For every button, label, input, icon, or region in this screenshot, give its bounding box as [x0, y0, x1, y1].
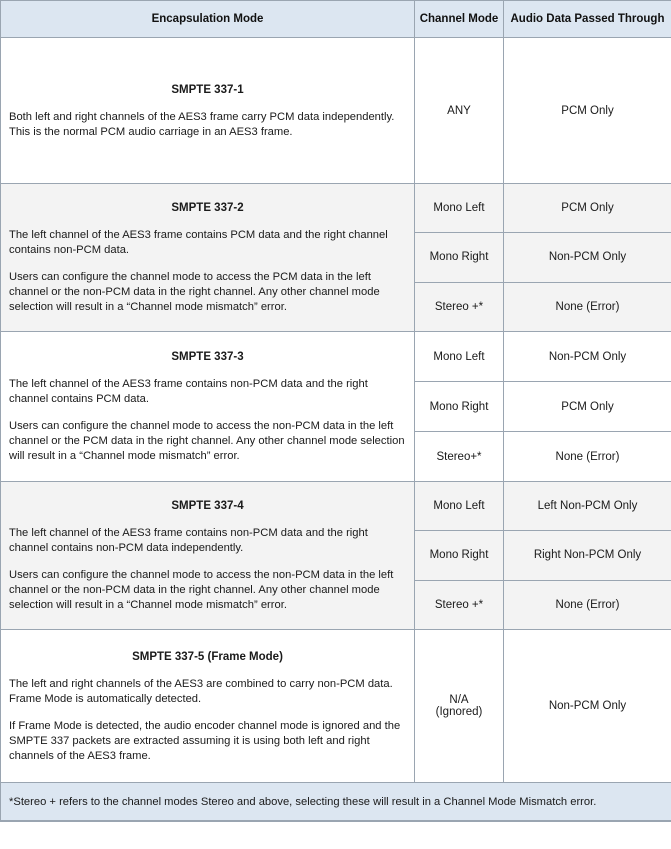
audio-data-cell: None (Error)	[504, 282, 671, 331]
encapsulation-paragraph: Users can configure the channel mode to access the PCM data in the left channel or the non-PCM data in the right channel. Any other channel mode selection will result in a “Channel mode mismatch” error.	[9, 271, 380, 313]
column-header-audio-data-passed-through: Audio Data Passed Through	[504, 1, 671, 38]
encapsulation-paragraph: The left and right channels of the AES3 are combined to carry non-PCM data. Frame Mode is automatically detected.	[9, 677, 393, 705]
encapsulation-paragraph: The left channel of the AES3 frame contains non-PCM data and the right channel contains PCM data.	[9, 378, 368, 405]
audio-data-cell: Right Non-PCM Only	[504, 531, 671, 580]
table-row	[1, 332, 671, 382]
table-row	[1, 38, 671, 184]
encapsulation-cell-337-1	[1, 38, 415, 184]
channel-mode-cell: ANY	[415, 38, 504, 184]
channel-mode-cell: Stereo +*	[415, 580, 504, 629]
channel-mode-cell: Mono Right	[415, 233, 504, 282]
channel-mode-cell: Mono Left	[415, 184, 504, 233]
footnote-row	[1, 783, 671, 821]
audio-data-cell: Non-PCM Only	[504, 332, 671, 382]
encapsulation-cell-337-4	[1, 482, 415, 630]
encapsulation-title: SMPTE 337-2	[171, 202, 244, 214]
audio-data-cell: PCM Only	[504, 38, 671, 184]
footnote-text: *Stereo + refers to the channel modes Stereo and above, selecting these will result in a Channel Mode Mismatch error.	[1, 783, 671, 821]
encapsulation-title: SMPTE 337-5 (Frame Mode)	[132, 650, 283, 663]
channel-mode-cell: Mono Left	[415, 332, 504, 382]
table-row	[1, 184, 671, 233]
audio-data-cell: PCM Only	[504, 382, 671, 432]
table-header	[1, 1, 671, 38]
column-header-channel-mode: Channel Mode	[415, 1, 504, 38]
encapsulation-cell-337-3	[1, 332, 415, 482]
audio-data-cell: None (Error)	[504, 432, 671, 482]
encapsulation-title: SMPTE 337-1	[171, 83, 244, 96]
column-header-encapsulation-mode: Encapsulation Mode	[1, 1, 415, 38]
audio-data-cell: Non-PCM Only	[504, 630, 671, 783]
encapsulation-paragraph: If Frame Mode is detected, the audio encoder channel mode is ignored and the SMPTE 337 packets are extracted assuming it is using both left and right channels of the AES3 frame.	[9, 719, 401, 762]
encapsulation-cell-337-2	[1, 184, 415, 332]
encapsulation-paragraph: The left channel of the AES3 frame contains PCM data and the right channel contains non-PCM data.	[9, 229, 388, 256]
encapsulation-cell-337-5	[1, 630, 415, 783]
encapsulation-paragraph: Users can configure the channel mode to access the non-PCM data in the left channel or the PCM data in the right channel. Any other channel mode selection will result in a “Channel mode mismatch” error.	[9, 420, 405, 462]
channel-mode-note: (Ignored)	[435, 706, 483, 718]
audio-data-cell: Left Non-PCM Only	[504, 482, 671, 531]
channel-mode-cell: Stereo +*	[415, 282, 504, 331]
encapsulation-paragraph: The left channel of the AES3 frame contains non-PCM data and the right channel contains non-PCM data independently.	[9, 527, 368, 554]
channel-mode-cell: Mono Left	[415, 482, 504, 531]
channel-mode-cell: Mono Right	[415, 531, 504, 580]
table-row	[1, 482, 671, 531]
encapsulation-paragraph: Users can configure the channel mode to access the non-PCM data in the left channel or the non-PCM data in the right channel. Any other channel mode selection will result in a “Channel mode mismatch” error.	[9, 569, 394, 611]
audio-data-cell: Non-PCM Only	[504, 233, 671, 282]
channel-mode-value: N/A	[449, 694, 469, 706]
encapsulation-title: SMPTE 337-3	[171, 351, 244, 363]
audio-data-cell: None (Error)	[504, 580, 671, 629]
audio-data-cell: PCM Only	[504, 184, 671, 233]
table-body	[1, 38, 671, 821]
encapsulation-paragraph: Both left and right channels of the AES3 frame carry PCM data independently. This is the normal PCM audio carriage in an AES3 frame.	[9, 110, 395, 138]
table-row	[1, 630, 671, 783]
channel-mode-cell: Stereo+*	[415, 432, 504, 482]
table-header-row	[1, 1, 671, 38]
channel-mode-cell	[415, 630, 504, 783]
encapsulation-title: SMPTE 337-4	[171, 500, 244, 512]
channel-mode-cell: Mono Right	[415, 382, 504, 432]
